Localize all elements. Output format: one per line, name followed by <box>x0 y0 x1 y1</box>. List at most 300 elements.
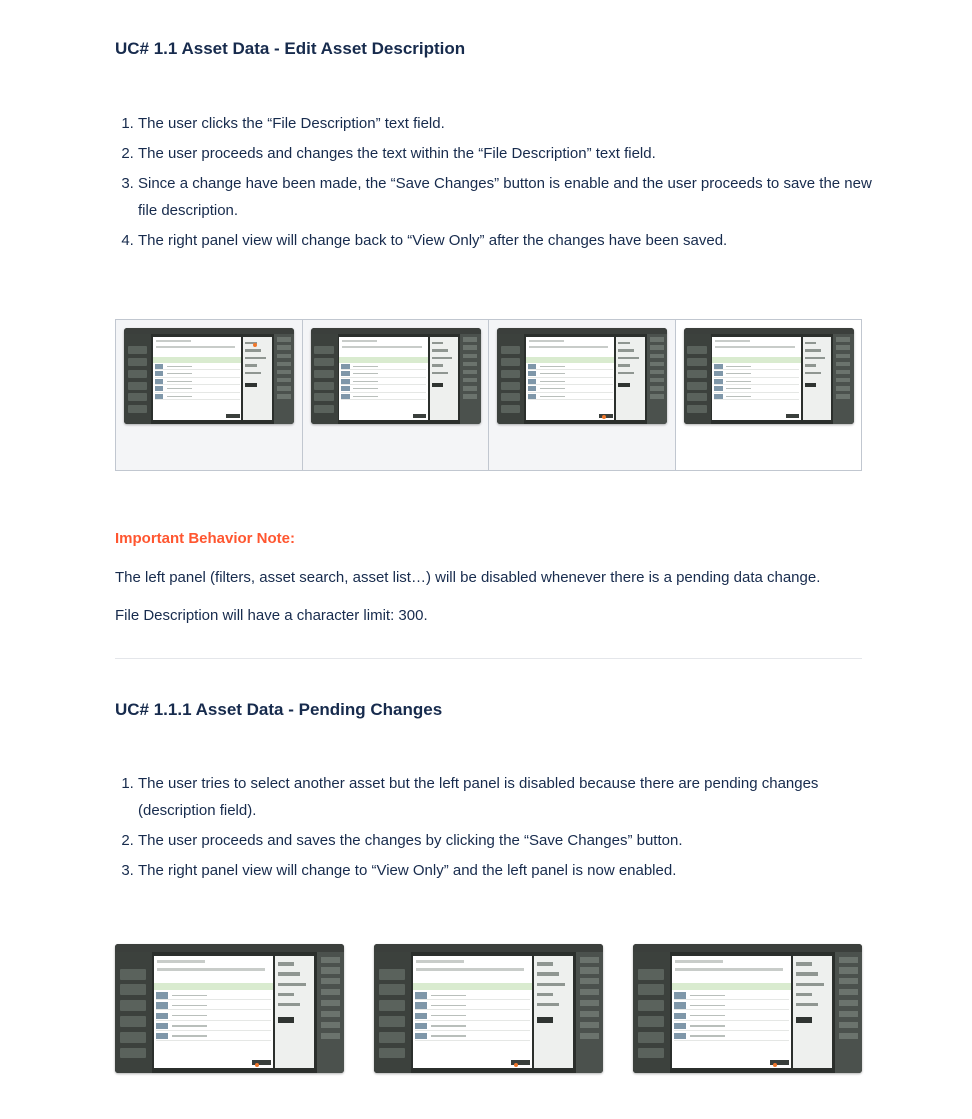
mini-panel-button <box>245 383 257 387</box>
mini-asset-row <box>415 1022 529 1031</box>
mini-strip-button <box>580 967 599 973</box>
mini-asset-thumb <box>528 386 536 391</box>
mini-panel-line <box>796 972 817 975</box>
mini-nav-tile <box>501 370 521 378</box>
mini-asset-row <box>155 393 240 400</box>
mini-panel-line <box>432 372 448 375</box>
mini-cursor-marker <box>514 1063 518 1067</box>
mini-strip-button <box>463 386 477 391</box>
mini-asset-row <box>674 992 788 1001</box>
mini-panel-button <box>805 383 817 387</box>
mini-strip-button <box>839 1000 858 1006</box>
mini-asset-row <box>155 386 240 393</box>
mini-left-nav <box>497 334 524 424</box>
mini-nav-tile <box>128 370 148 378</box>
screenshot-thumbnail-6[interactable] <box>374 944 603 1073</box>
mini-strip-button <box>321 1022 340 1028</box>
mini-strip-button <box>277 354 291 359</box>
mini-asset-name <box>353 388 378 389</box>
mini-asset-row <box>155 371 240 378</box>
mini-asset-row <box>341 393 426 400</box>
mini-asset-name <box>690 995 724 997</box>
mini-nav-tile <box>687 358 707 366</box>
mini-asset-name <box>167 373 192 374</box>
mini-asset-thumb <box>415 1002 426 1008</box>
mini-strip-button <box>650 345 664 350</box>
mini-asset-list <box>526 337 614 421</box>
screenshot-thumbnail-5[interactable] <box>115 944 344 1073</box>
mini-asset-name <box>172 995 206 997</box>
mini-panel-button <box>796 1017 812 1023</box>
mini-panel-line <box>618 357 638 360</box>
mini-cursor-marker <box>255 1063 259 1067</box>
mini-panel-line <box>245 349 261 352</box>
screenshot-cell-3 <box>489 320 676 470</box>
mini-left-nav <box>311 334 338 424</box>
mini-asset-row <box>341 378 426 385</box>
mini-filter-bar <box>157 968 264 971</box>
mini-selected-row <box>153 357 241 363</box>
mini-filter-bar <box>156 346 236 349</box>
mini-asset-thumb <box>714 371 722 376</box>
mini-nav-tile <box>314 358 334 366</box>
mini-asset-row <box>155 378 240 385</box>
mini-left-nav <box>374 952 411 1073</box>
mini-panel-line <box>245 372 261 375</box>
mini-asset-thumb <box>341 386 349 391</box>
mini-strip-button <box>839 989 858 995</box>
mini-nav-tile <box>638 969 664 980</box>
mini-strip-button <box>321 1011 340 1017</box>
section1-step-2: 2. The user proceeds and changes the text within the “File Description” text field. <box>138 140 888 167</box>
screenshot-cell-4 <box>676 320 862 470</box>
mini-nav-tile <box>128 393 148 401</box>
mini-nav-tile <box>128 382 148 390</box>
mini-panel-line <box>805 349 821 352</box>
mini-filter-bar <box>675 968 782 971</box>
mini-nav-tile <box>120 1016 146 1027</box>
mini-panel-line <box>796 1003 817 1006</box>
mini-panel-button <box>432 383 444 387</box>
mini-nav-tile <box>501 358 521 366</box>
mini-asset-row <box>528 363 613 370</box>
mini-asset-row <box>674 1032 788 1041</box>
mini-strip-button <box>650 386 664 391</box>
mini-asset-thumb <box>341 364 349 369</box>
mini-right-panel <box>616 337 645 421</box>
mini-asset-name <box>690 1025 724 1027</box>
section1-step-3: 3. Since a change have been made, the “Save Changes” button is enable and the user proceeds to save the new file description. <box>138 170 888 224</box>
mini-nav-tile <box>501 382 521 390</box>
mini-panel-line <box>796 993 812 996</box>
mini-asset-thumb <box>674 1013 685 1019</box>
mini-nav-tile <box>120 1032 146 1043</box>
mini-nav-tile <box>314 393 334 401</box>
mini-filter-bar <box>342 346 422 349</box>
mini-asset-thumb <box>674 992 685 998</box>
mini-selected-row <box>413 983 532 991</box>
mini-asset-name <box>726 396 751 397</box>
mini-asset-thumb <box>156 992 167 998</box>
mini-side-strip <box>576 952 603 1073</box>
mini-asset-thumb <box>714 379 722 384</box>
mini-nav-tile <box>314 405 334 413</box>
mini-panel-button <box>278 1017 294 1023</box>
mini-search-bar <box>529 340 564 343</box>
mini-side-strip <box>460 334 480 424</box>
mini-panel-line <box>537 972 558 975</box>
mini-nav-tile <box>120 969 146 980</box>
mini-strip-button <box>463 394 477 399</box>
screenshot-thumbnail-4[interactable] <box>684 328 854 424</box>
mini-panel-line <box>432 349 448 352</box>
mini-asset-thumb <box>155 371 163 376</box>
mini-right-panel <box>275 956 314 1068</box>
section2-step-3: 3. The right panel view will change to “View Only” and the left panel is now enabled. <box>138 857 888 884</box>
mini-asset-name <box>353 373 378 374</box>
screenshot-thumbnail-2[interactable] <box>311 328 481 424</box>
mini-asset-thumb <box>341 379 349 384</box>
mini-asset-name <box>167 388 192 389</box>
mini-strip-button <box>277 378 291 383</box>
mini-strip-button <box>277 362 291 367</box>
mini-panel-line <box>796 983 823 986</box>
section2-steps <box>115 770 888 887</box>
mini-panel-button <box>618 383 630 387</box>
mini-side-strip <box>835 952 862 1073</box>
section1-screenshot-table <box>115 319 862 471</box>
mini-strip-button <box>650 354 664 359</box>
mini-nav-tile <box>128 346 148 354</box>
mini-left-nav <box>115 952 152 1073</box>
mini-strip-button <box>321 957 340 963</box>
mini-strip-button <box>463 362 477 367</box>
mini-strip-button <box>836 370 850 375</box>
mini-asset-name <box>167 396 192 397</box>
screenshot-thumbnail-1[interactable] <box>124 328 294 424</box>
mini-asset-name <box>540 366 565 367</box>
mini-asset-row <box>714 378 799 385</box>
mini-asset-name <box>167 366 192 367</box>
mini-panel-line <box>805 364 817 367</box>
mini-asset-name <box>353 381 378 382</box>
mini-asset-name <box>431 1035 465 1037</box>
mini-selected-row <box>154 983 273 991</box>
mini-strip-button <box>650 337 664 342</box>
screenshot-thumbnail-7[interactable] <box>633 944 862 1073</box>
mini-nav-tile <box>501 393 521 401</box>
mini-asset-thumb <box>156 1013 167 1019</box>
mini-selected-row <box>526 357 614 363</box>
mini-asset-list <box>413 956 532 1068</box>
mini-strip-button <box>836 345 850 350</box>
mini-asset-row <box>528 386 613 393</box>
mini-panel-line <box>796 962 812 965</box>
mini-asset-list <box>153 337 241 421</box>
mini-asset-thumb <box>415 992 426 998</box>
mini-strip-button <box>650 362 664 367</box>
mini-strip-button <box>321 967 340 973</box>
mini-strip-button <box>321 978 340 984</box>
mini-asset-name <box>353 366 378 367</box>
mini-asset-row <box>415 992 529 1001</box>
mini-nav-tile <box>379 1000 405 1011</box>
mini-strip-button <box>277 370 291 375</box>
mini-asset-thumb <box>155 394 163 399</box>
mini-asset-thumb <box>415 1013 426 1019</box>
mini-asset-thumb <box>714 364 722 369</box>
mini-asset-thumb <box>528 364 536 369</box>
note-title: Important Behavior Note: <box>115 530 296 547</box>
mini-strip-button <box>580 957 599 963</box>
mini-asset-name <box>726 381 751 382</box>
mini-search-bar <box>675 960 723 963</box>
mini-asset-name <box>172 1035 206 1037</box>
mini-asset-name <box>431 1025 465 1027</box>
mini-nav-tile <box>120 1048 146 1059</box>
mini-nav-tile <box>638 1000 664 1011</box>
mini-asset-name <box>726 366 751 367</box>
mini-panel-line <box>537 1003 558 1006</box>
mini-strip-button <box>836 354 850 359</box>
screenshot-cell-1 <box>116 320 303 470</box>
mini-strip-button <box>836 337 850 342</box>
mini-asset-thumb <box>341 371 349 376</box>
mini-asset-name <box>540 373 565 374</box>
mini-asset-row <box>415 1002 529 1011</box>
mini-asset-row <box>156 1012 270 1021</box>
mini-nav-tile <box>120 984 146 995</box>
mini-panel-line <box>805 372 821 375</box>
mini-panel-line <box>278 1003 299 1006</box>
mini-strip-button <box>321 989 340 995</box>
mini-search-bar <box>157 960 205 963</box>
mini-asset-thumb <box>674 1033 685 1039</box>
mini-asset-row <box>341 386 426 393</box>
mini-right-panel <box>243 337 272 421</box>
mini-asset-row <box>155 363 240 370</box>
mini-nav-tile <box>687 405 707 413</box>
mini-nav-tile <box>314 382 334 390</box>
mini-asset-name <box>431 1015 465 1017</box>
mini-strip-button <box>580 1033 599 1039</box>
mini-asset-thumb <box>155 364 163 369</box>
mini-asset-thumb <box>528 379 536 384</box>
mini-asset-row <box>674 1002 788 1011</box>
mini-nav-tile <box>687 370 707 378</box>
mini-panel-line <box>805 357 825 360</box>
mini-strip-button <box>836 378 850 383</box>
section1-title: UC# 1.1 Asset Data - Edit Asset Description <box>115 39 466 58</box>
mini-strip-button <box>321 1033 340 1039</box>
mini-asset-name <box>726 373 751 374</box>
mini-panel-line <box>618 349 634 352</box>
mini-selected-row <box>672 983 791 991</box>
mini-save-button <box>786 414 800 418</box>
mini-nav-tile <box>379 969 405 980</box>
mini-asset-row <box>415 1032 529 1041</box>
mini-search-bar <box>416 960 464 963</box>
mini-strip-button <box>839 978 858 984</box>
section-divider <box>115 658 862 659</box>
section1-step-1: 1. The user clicks the “File Description” text field. <box>138 110 888 137</box>
mini-panel-line <box>537 962 553 965</box>
screenshot-cell-2 <box>303 320 490 470</box>
mini-panel-line <box>618 372 634 375</box>
mini-asset-name <box>690 1015 724 1017</box>
mini-panel-line <box>618 364 630 367</box>
screenshot-thumbnail-3[interactable] <box>497 328 667 424</box>
mini-strip-button <box>839 967 858 973</box>
mini-panel-button <box>537 1017 553 1023</box>
mini-strip-button <box>650 370 664 375</box>
mini-strip-button <box>463 345 477 350</box>
section1-steps <box>115 110 888 257</box>
mini-strip-button <box>836 362 850 367</box>
mini-side-strip <box>833 334 853 424</box>
mini-asset-row <box>341 363 426 370</box>
mini-asset-row <box>674 1022 788 1031</box>
mini-panel-line <box>278 962 294 965</box>
mini-strip-button <box>650 378 664 383</box>
mini-asset-row <box>156 1032 270 1041</box>
mini-asset-list <box>339 337 427 421</box>
mini-asset-name <box>690 1005 724 1007</box>
mini-asset-name <box>540 388 565 389</box>
mini-strip-button <box>839 1033 858 1039</box>
mini-panel-line <box>432 342 444 345</box>
mini-asset-thumb <box>528 371 536 376</box>
mini-asset-row <box>415 1012 529 1021</box>
note-line-1: The left panel (filters, asset search, asset list…) will be disabled whenever there is a pending data change. <box>115 569 821 586</box>
mini-asset-name <box>172 1025 206 1027</box>
mini-right-panel <box>803 337 832 421</box>
mini-panel-line <box>618 342 630 345</box>
mini-nav-tile <box>128 405 148 413</box>
mini-side-strip <box>317 952 344 1073</box>
mini-asset-thumb <box>415 1033 426 1039</box>
mini-asset-name <box>172 1015 206 1017</box>
mini-asset-thumb <box>155 379 163 384</box>
mini-asset-row <box>528 378 613 385</box>
mini-panel-line <box>805 342 817 345</box>
mini-nav-tile <box>314 370 334 378</box>
mini-panel-line <box>278 972 299 975</box>
mini-asset-name <box>431 1005 465 1007</box>
mini-strip-button <box>839 1022 858 1028</box>
mini-asset-thumb <box>156 1023 167 1029</box>
mini-panel-line <box>278 983 305 986</box>
mini-nav-tile <box>379 1032 405 1043</box>
mini-nav-tile <box>379 984 405 995</box>
mini-left-nav <box>633 952 670 1073</box>
mini-strip-button <box>463 370 477 375</box>
mini-filter-bar <box>715 346 795 349</box>
mini-selected-row <box>712 357 800 363</box>
mini-asset-name <box>431 995 465 997</box>
mini-strip-button <box>463 354 477 359</box>
section2-step-1: 1. The user tries to select another asset but the left panel is disabled because there are pending changes (description field). <box>138 770 888 824</box>
mini-asset-name <box>690 1035 724 1037</box>
mini-right-panel <box>430 337 459 421</box>
mini-save-button <box>413 414 427 418</box>
mini-asset-thumb <box>341 394 349 399</box>
mini-asset-thumb <box>714 386 722 391</box>
mini-nav-tile <box>687 382 707 390</box>
mini-nav-tile <box>638 1032 664 1043</box>
mini-strip-button <box>277 337 291 342</box>
mini-strip-button <box>277 345 291 350</box>
mini-panel-line <box>537 983 564 986</box>
mini-search-bar <box>715 340 750 343</box>
mini-asset-name <box>540 396 565 397</box>
mini-nav-tile <box>120 1000 146 1011</box>
mini-search-bar <box>156 340 191 343</box>
mini-strip-button <box>277 386 291 391</box>
mini-strip-button <box>580 978 599 984</box>
mini-search-bar <box>342 340 377 343</box>
mini-nav-tile <box>638 1048 664 1059</box>
mini-filter-bar <box>416 968 523 971</box>
section2-title: UC# 1.1.1 Asset Data - Pending Changes <box>115 700 443 719</box>
mini-strip-button <box>580 1000 599 1006</box>
mini-asset-thumb <box>714 394 722 399</box>
mini-panel-line <box>537 993 553 996</box>
mini-asset-thumb <box>156 1002 167 1008</box>
mini-strip-button <box>321 1000 340 1006</box>
mini-side-strip <box>647 334 667 424</box>
mini-nav-tile <box>687 393 707 401</box>
mini-nav-tile <box>379 1016 405 1027</box>
mini-asset-row <box>341 371 426 378</box>
mini-strip-button <box>836 386 850 391</box>
mini-asset-row <box>714 386 799 393</box>
mini-left-nav <box>684 334 711 424</box>
mini-strip-button <box>580 989 599 995</box>
mini-strip-button <box>836 394 850 399</box>
mini-asset-list <box>154 956 273 1068</box>
mini-asset-row <box>528 371 613 378</box>
mini-asset-list <box>712 337 800 421</box>
mini-strip-button <box>277 394 291 399</box>
mini-right-panel <box>534 956 573 1068</box>
mini-nav-tile <box>501 346 521 354</box>
mini-asset-row <box>528 393 613 400</box>
mini-left-nav <box>124 334 151 424</box>
mini-strip-button <box>580 1022 599 1028</box>
mini-nav-tile <box>638 1016 664 1027</box>
mini-panel-line <box>432 364 444 367</box>
mini-topbar <box>374 944 603 952</box>
mini-topbar <box>633 944 862 952</box>
mini-panel-line <box>278 993 294 996</box>
mini-filter-bar <box>529 346 609 349</box>
mini-save-button <box>226 414 240 418</box>
mini-selected-row <box>339 357 427 363</box>
mini-strip-button <box>463 337 477 342</box>
mini-asset-row <box>156 1022 270 1031</box>
mini-asset-name <box>726 388 751 389</box>
mini-asset-name <box>172 1005 206 1007</box>
mini-asset-thumb <box>155 386 163 391</box>
mini-asset-row <box>714 371 799 378</box>
section2-step-2: 2. The user proceeds and saves the changes by clicking the “Save Changes” button. <box>138 827 888 854</box>
mini-asset-thumb <box>528 394 536 399</box>
mini-strip-button <box>580 1011 599 1017</box>
mini-right-panel <box>793 956 832 1068</box>
mini-cursor-marker <box>773 1063 777 1067</box>
mini-asset-list <box>672 956 791 1068</box>
